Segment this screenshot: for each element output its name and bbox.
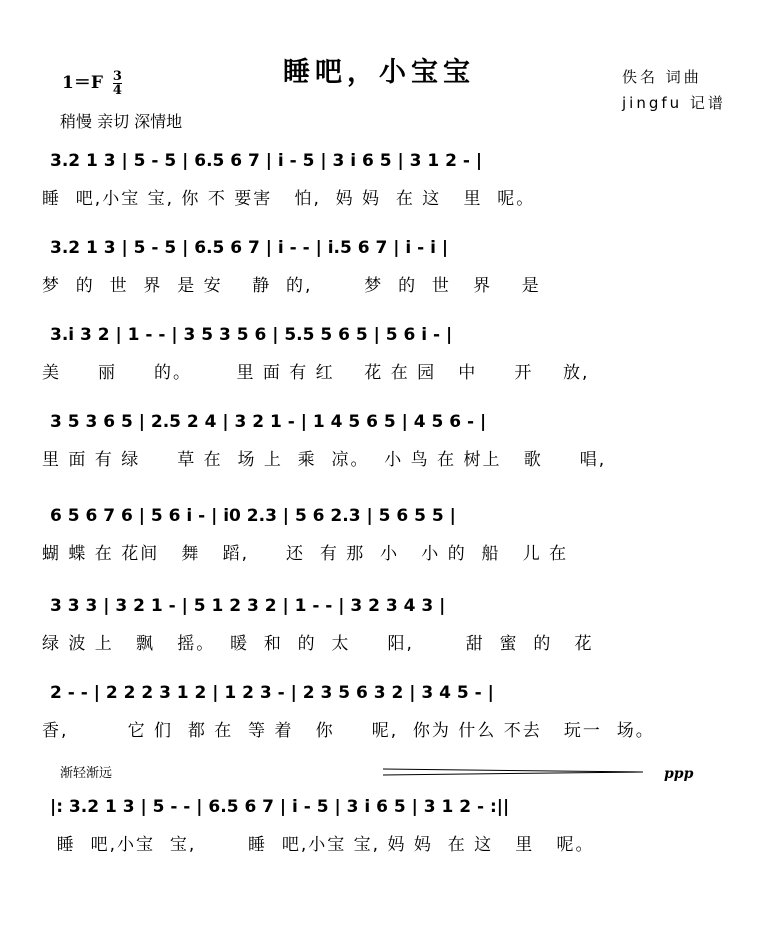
notation-line [48, 786, 738, 824]
lyrics-line: 美 丽 的。 里 面 有 红 花 在 园 中 开 放, [42, 363, 590, 383]
notes-text: 3.2 1 3 | 5 - 5 | 6.5 6 7 | i - - | i.5 6 7 | i - i | [50, 238, 449, 258]
notes-text: |: 3.2 1 3 | 5 - - | 6.5 6 7 | i - 5 | 3 i 6 5 | 3 1 2 - :|| [50, 797, 510, 817]
score-row-5 [0, 495, 778, 585]
lyrics-line: 香, 它 们 都 在 等 着 你 呢, 你为 什么 不去 玩一 场。 [42, 721, 655, 741]
decrescendo-hairpin [383, 767, 645, 777]
score-row-2 [0, 227, 778, 317]
time-signature [113, 70, 122, 97]
notes-text: 2 - - | 2 2 2 3 1 2 | 1 2 3 - | 2 3 5 6 3 2 | 3 4 5 - | [50, 683, 494, 703]
score-row-3 [0, 314, 778, 404]
notation-line [48, 227, 738, 265]
notes-text: 3.i 3 2 | 1 - - | 3 5 3 5 6 | 5.5 5 6 5 | 5 6 i - | [50, 325, 453, 345]
tempo-marking: 稍慢 亲切 深情地 [60, 112, 183, 131]
composer-credit: 佚名 词曲 [622, 68, 702, 86]
score-row-8 [0, 786, 778, 876]
key-label: 1＝F [62, 73, 103, 93]
lyrics-line: 梦 的 世 界 是 安 静 的, 梦 的 世 界 是 [42, 276, 541, 296]
lyrics-line: 绿 波 上 飘 摇。 暖 和 的 太 阳, 甜 蜜 的 花 [42, 634, 594, 654]
time-bottom: 4 [112, 83, 122, 98]
notation-line [48, 140, 738, 178]
key-signature [62, 68, 122, 97]
notation-line [48, 495, 738, 533]
notation-line [48, 314, 738, 352]
lyrics-line: 蝴 蝶 在 花间 舞 蹈, 还 有 那 小 小 的 船 儿 在 [42, 544, 569, 564]
notation-line [48, 585, 738, 623]
score-row-7 [0, 672, 778, 762]
notation-line [48, 672, 738, 710]
score-row-6 [0, 585, 778, 675]
score-row-1 [0, 140, 778, 230]
lyrics-line: 里 面 有 绿 草 在 场 上 乘 凉。 小 鸟 在 树上 歌 唱, [42, 450, 607, 470]
dynamic-text: 渐轻渐远 [60, 766, 113, 781]
transcriber-credit: jingfu 记谱 [622, 94, 726, 112]
lyrics-line: 睡 吧,小宝 宝, 你 不 要害 怕, 妈 妈 在 这 里 呢。 [42, 189, 536, 209]
credits [622, 64, 726, 116]
page-title: 睡吧，小宝宝 [283, 57, 475, 88]
time-top: 3 [112, 69, 122, 84]
notes-text: 3.2 1 3 | 5 - 5 | 6.5 6 7 | i - 5 | 3 i 6 5 | 3 1 2 - | [50, 151, 483, 171]
dynamic-mark: ppp [664, 766, 694, 782]
notation-line [48, 401, 738, 439]
notes-text: 3 5 3 6 5 | 2.5 2 4 | 3 2 1 - | 1 4 5 6 5 | 4 5 6 - | [50, 412, 487, 432]
lyrics-line: 睡 吧,小宝 宝, 睡 吧,小宝 宝, 妈 妈 在 这 里 呢。 [42, 835, 595, 855]
notes-text: 3 3 3 | 3 2 1 - | 5 1 2 3 2 | 1 - - | 3 2 3 4 3 | [50, 596, 446, 616]
score-row-4 [0, 401, 778, 491]
notes-text: 6 5 6 7 6 | 5 6 i - | i0 2.3 | 5 6 2.3 | 5 6 5 5 | [50, 506, 456, 526]
